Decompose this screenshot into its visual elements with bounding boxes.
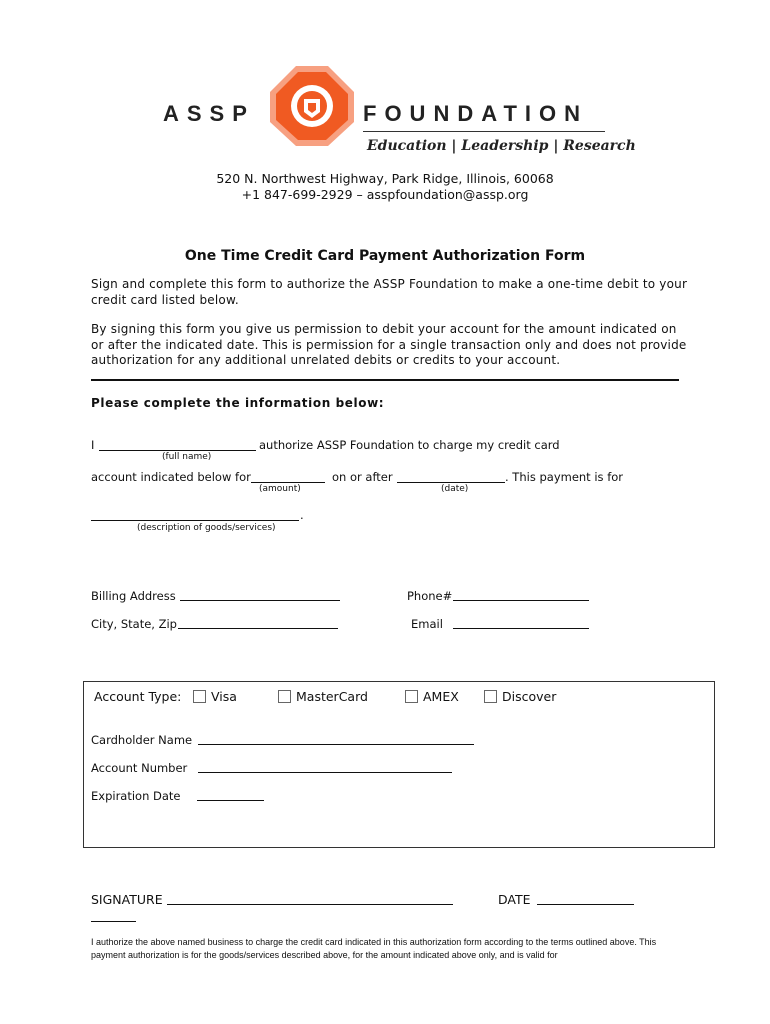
account-indicated-text: account indicated below for	[91, 470, 251, 484]
phone-field[interactable]	[453, 600, 589, 601]
signature-field[interactable]	[167, 904, 453, 905]
account-number-field[interactable]	[198, 772, 452, 773]
logo-text-assp: ASSP	[163, 101, 255, 126]
cardholder-name-field[interactable]	[198, 744, 474, 745]
amex-label: AMEX	[423, 689, 459, 704]
billing-address-field[interactable]	[180, 600, 340, 601]
full-name-hint: (full name)	[162, 452, 212, 462]
form-title: One Time Credit Card Payment Authorization Form	[184, 248, 586, 264]
description-hint: (description of goods/services)	[137, 523, 276, 533]
phone-label: Phone#	[407, 589, 453, 603]
billing-address-label: Billing Address	[91, 589, 176, 603]
tagline-rule	[363, 131, 605, 132]
signature-label: SIGNATURE	[91, 892, 163, 907]
expiration-date-field[interactable]	[197, 800, 264, 801]
signature-date-field[interactable]	[537, 904, 634, 905]
visa-label: Visa	[211, 689, 237, 704]
tagline: Education | Leadership | Research	[367, 138, 636, 154]
city-state-zip-label: City, State, Zip	[91, 617, 177, 631]
account-type-label: Account Type:	[94, 689, 182, 704]
payment-for-text: . This payment is for	[505, 470, 624, 484]
mastercard-checkbox[interactable]	[278, 690, 291, 703]
discover-checkbox[interactable]	[484, 690, 497, 703]
i-label: I	[91, 438, 95, 452]
assp-logo-emblem	[268, 64, 356, 148]
visa-checkbox[interactable]	[193, 690, 206, 703]
cardholder-name-label: Cardholder Name	[91, 733, 193, 747]
complete-heading: Please complete the information below:	[91, 396, 385, 410]
date-label: DATE	[498, 892, 531, 907]
date-hint: (date)	[441, 484, 469, 494]
signature-date-field-continued[interactable]	[91, 921, 136, 922]
full-name-field[interactable]	[99, 450, 256, 451]
description-period: .	[300, 508, 304, 522]
authorize-text: authorize ASSP Foundation to charge my credit card	[259, 438, 560, 452]
account-number-label: Account Number	[91, 761, 188, 775]
discover-label: Discover	[502, 689, 557, 704]
mastercard-label: MasterCard	[296, 689, 368, 704]
section-divider	[91, 379, 679, 381]
address-line: 520 N. Northwest Highway, Park Ridge, Illinois, 60068	[216, 171, 554, 186]
authorization-disclaimer: I authorize the above named business to charge the credit card indicated in this authorization form according to the terms outlined above. This payment authorization is for the goods/services described above, for the amount indicated above only, and is valid for	[91, 937, 657, 960]
on-or-after-text: on or after	[332, 470, 393, 484]
amount-hint: (amount)	[259, 484, 301, 494]
amount-field[interactable]	[251, 482, 325, 483]
email-field[interactable]	[453, 628, 589, 629]
intro-paragraph: Sign and complete this form to authorize the ASSP Foundation to make a one-time debit to your credit card listed below.	[91, 277, 688, 307]
amex-checkbox[interactable]	[405, 690, 418, 703]
email-label: Email	[411, 617, 443, 631]
contact-line: +1 847-699-2929 – asspfoundation@assp.org	[241, 187, 529, 202]
city-state-zip-field[interactable]	[178, 628, 338, 629]
logo-text-foundation: FOUNDATION	[363, 101, 589, 126]
permission-paragraph: By signing this form you give us permission to debit your account for the amount indicated on or after the indicated date. This is permission for a single transaction only and does not provide authorization for any additional unrelated debits or credits to your account.	[91, 322, 687, 367]
date-field[interactable]	[397, 482, 505, 483]
description-field[interactable]	[91, 520, 299, 521]
expiration-date-label: Expiration Date	[91, 789, 181, 803]
